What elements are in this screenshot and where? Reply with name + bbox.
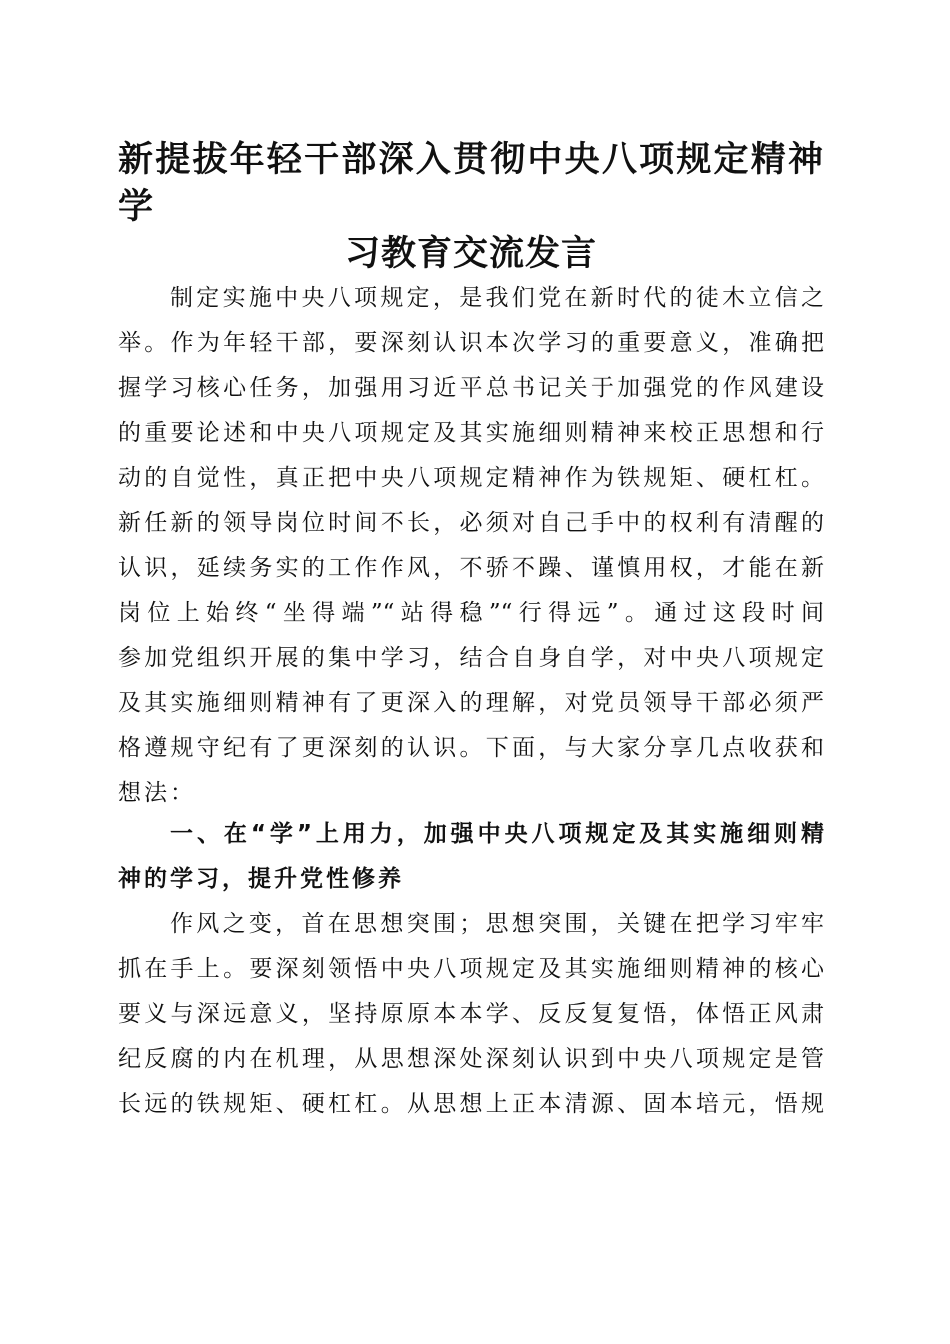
text-line: 的重要论述和中央八项规定及其实施细则精神来校正思想和行 <box>118 420 824 446</box>
text-line: 制定实施中央八项规定，是我们党在新时代的徒木立信之 <box>170 285 824 311</box>
text-line: 纪反腐的内在机理，从思想深处深刻认识到中央八项规定是管 <box>118 1046 824 1072</box>
section-heading-1 <box>118 812 824 902</box>
paragraph-intro <box>118 276 824 816</box>
heading-line: 神的学习，提升党性修养 <box>118 866 404 892</box>
text-line: 格遵规守纪有了更深刻的认识。下面，与大家分享几点收获和 <box>118 735 824 761</box>
text-line: 抓在手上。要深刻领悟中央八项规定及其实施细则精神的核心 <box>118 956 824 982</box>
document-body <box>118 276 824 1127</box>
title-line: 新提拔年轻干部深入贯彻中央八项规定精神学 <box>118 139 824 227</box>
text-line: 长远的铁规矩、硬杠杠。从思想上正本清源、固本培元，悟规 <box>118 1091 824 1117</box>
text-line: 作风之变，首在思想突围；思想突围，关键在把学习牢牢 <box>170 911 824 937</box>
text-line: 动的自觉性，真正把中央八项规定精神作为铁规矩、硬杠杠。 <box>118 465 824 491</box>
document-title <box>118 136 824 277</box>
text-line: 想法： <box>118 780 196 806</box>
text-line: 要义与深远意义，坚持原原本本学、反反复复悟，体悟正风肃 <box>118 1001 824 1027</box>
text-line: 握学习核心任务，加强用习近平总书记关于加强党的作风建设 <box>118 375 824 401</box>
heading-line: 一、在“学”上用力，加强中央八项规定及其实施细则精 <box>170 821 824 847</box>
text-line: 岗位上始终“坐得端”“站得稳”“行得远”。通过这段时间 <box>118 600 824 626</box>
text-line: 新任新的领导岗位时间不长，必须对自己手中的权利有清醒的 <box>118 510 824 536</box>
text-line: 举。作为年轻干部，要深刻认识本次学习的重要意义，准确把 <box>118 330 824 356</box>
text-line: 认识，延续务实的工作作风，不骄不躁、谨慎用权，才能在新 <box>118 555 824 581</box>
title-line: 习教育交流发言 <box>344 233 597 274</box>
text-line: 及其实施细则精神有了更深入的理解，对党员领导干部必须严 <box>118 690 824 716</box>
text-line: 参加党组织开展的集中学习，结合自身自学，对中央八项规定 <box>118 645 824 671</box>
paragraph-section-1 <box>118 902 824 1127</box>
